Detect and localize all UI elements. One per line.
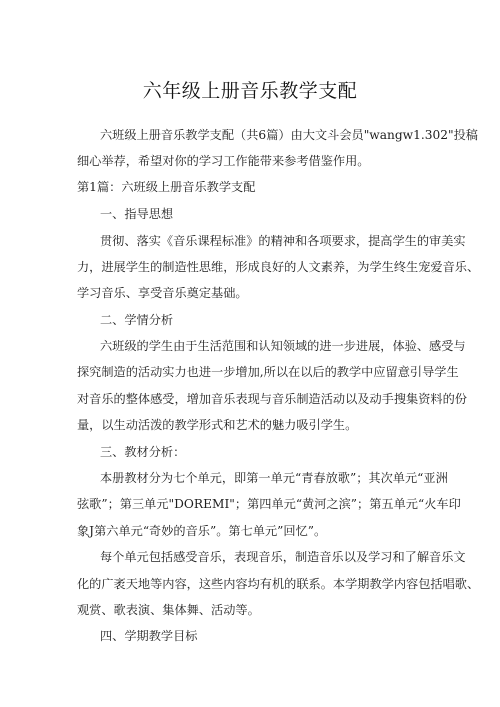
body-line: 化的广袤天地等内容，这些内容均有机的联系。本学期教学内容包括唱歌、 — [77, 577, 480, 591]
body-line: 学习音乐、享受音乐奠定基础。 — [77, 286, 248, 300]
body-line: 力，进展学生的制造性思维，形成良好的人文素养，为学生终生宠爱音乐、 — [77, 260, 480, 274]
body-line: 对音乐的整体感受，增加音乐表现与音乐制造活动以及动手搜集资料的份 — [77, 392, 467, 406]
body-line: 三、教材分析： — [100, 445, 186, 459]
body-line: 本册教材分为七个单元，即第一单元“青春放歌”；其次单元“亚洲 — [100, 471, 448, 485]
body-line: 象J第六单元“奇妙的音乐”。第七单元”回忆”。 — [77, 524, 327, 538]
document-title: 六年级上册音乐教学支配 — [142, 80, 358, 102]
body-line: 量，以生动活泼的教学形式和艺术的魅力吸引学生。 — [77, 418, 358, 432]
body-line: 每个单元包括感受音乐，表现音乐，制造音乐以及学习和了解音乐文 — [100, 550, 466, 564]
body-line: 观赏、歌表演、集体舞、活动等。 — [77, 603, 260, 617]
body-line: 探究制造的活动实力也进一步增加,所以在以后的教学中应留意引导学生 — [77, 365, 459, 379]
body-line: 六班级的学生由于生活范围和认知领域的进一步进展，体验、感受与 — [100, 339, 466, 353]
body-line: 一、指导思想 — [100, 207, 174, 221]
body-line: 第1篇：六班级上册音乐教学支配 — [77, 180, 256, 194]
body-line: 四、学期教学目标 — [100, 629, 198, 643]
body-line: 二、学情分析 — [100, 313, 174, 327]
body-line: 六班级上册音乐教学支配（共6篇）由大文斗会员"wangw1.302"投稿 — [100, 128, 478, 142]
body-line: 细心举荐，希望对你的学习工作能带来参考借鉴作用。 — [77, 154, 370, 168]
body-line: 弦歌”；第三单元"DOREMI"；第四单元“黄河之滨”；第五单元“火车印 — [77, 497, 461, 511]
body-line: 贯彻、落实《音乐课程标准》的精神和各项要求，提高学生的审美实 — [100, 234, 466, 248]
